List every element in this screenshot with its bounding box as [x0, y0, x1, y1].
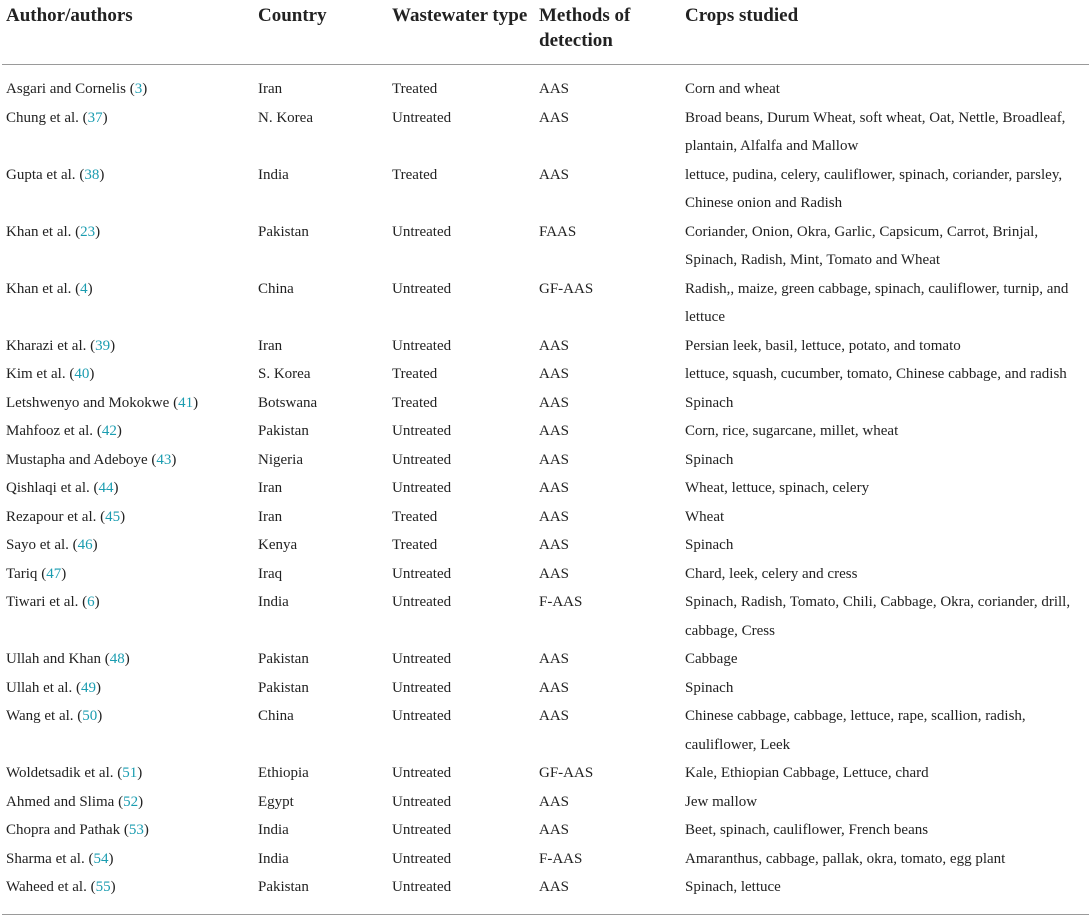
- country-cell: Iran: [258, 81, 283, 97]
- author-cell: Asgari and Cornelis (3): [6, 81, 148, 97]
- method-cell: AAS: [539, 366, 570, 382]
- method-cell: AAS: [539, 337, 570, 354]
- author-cell: Khan et al. (23): [6, 223, 101, 240]
- table-row: [2, 389, 1089, 418]
- reference-link[interactable]: 51: [122, 765, 138, 781]
- author-cell: Wang et al. (50): [6, 708, 103, 724]
- crops-cell: Spinach: [685, 394, 734, 411]
- reference-link[interactable]: 52: [123, 793, 139, 810]
- method-cell: AAS: [539, 651, 570, 667]
- table-row: [2, 873, 1089, 914]
- country-cell: Kenya: [258, 537, 298, 553]
- crops-cell: Spinach, Radish, Tomato, Chili, Cabbage, Okra, coriander, drill, cabbage, Cress: [685, 594, 1071, 639]
- wastewater-type-cell: Treated: [392, 81, 438, 97]
- crops-cell: Spinach: [685, 451, 734, 468]
- country-cell: Pakistan: [258, 423, 309, 439]
- crops-cell: Chard, leek, celery and cress: [685, 565, 858, 582]
- author-cell: Sharma et al. (54): [6, 850, 114, 867]
- author-cell: Rezapour et al. (45): [6, 508, 126, 525]
- wastewater-type-cell: Untreated: [392, 765, 452, 781]
- table-header: [2, 0, 1089, 65]
- country-cell: India: [258, 850, 289, 867]
- author-name: Sharma et al.: [6, 850, 85, 867]
- country-cell: Nigeria: [258, 451, 303, 468]
- method-cell: AAS: [539, 793, 570, 810]
- reference-link[interactable]: 6: [87, 594, 95, 610]
- country-cell: China: [258, 280, 294, 297]
- reference-link[interactable]: 47: [46, 565, 62, 582]
- method-cell: AAS: [539, 109, 570, 126]
- wastewater-type-cell: Untreated: [392, 679, 452, 696]
- table-row: [2, 275, 1089, 332]
- crops-cell: Wheat: [685, 508, 725, 525]
- table-row: [2, 531, 1089, 560]
- reference-link[interactable]: 44: [98, 480, 114, 496]
- crops-cell: Cabbage: [685, 651, 738, 667]
- country-cell: Egypt: [258, 793, 294, 810]
- method-cell: AAS: [539, 423, 570, 439]
- author-cell: Mustapha and Adeboye (43): [6, 451, 177, 468]
- author-name: Chopra and Pathak: [6, 822, 121, 838]
- reference-link[interactable]: 42: [101, 423, 117, 439]
- crops-cell: Kale, Ethiopian Cabbage, Lettuce, chard: [685, 765, 929, 781]
- country-cell: Pakistan: [254, 873, 388, 914]
- country-cell: India: [258, 594, 289, 610]
- header-methods-of-detection: Methods of detection: [535, 0, 681, 65]
- author-name: Ahmed and Slima: [6, 793, 115, 810]
- country-cell: Iran: [258, 337, 283, 354]
- studies-table: [2, 0, 1089, 915]
- author-name: Khan et al.: [6, 280, 72, 297]
- author-name: Letshwenyo and Mokokwe: [6, 394, 170, 411]
- method-cell: AAS: [539, 679, 570, 696]
- method-cell: AAS: [539, 537, 570, 553]
- method-cell: AAS: [539, 822, 570, 838]
- wastewater-type-cell: Untreated: [392, 423, 452, 439]
- method-cell: GF-AAS: [539, 280, 594, 297]
- author-cell: Khan et al. (4): [6, 280, 93, 297]
- table-row: [2, 674, 1089, 703]
- wastewater-type-cell: Treated: [392, 166, 438, 183]
- author-name: Rezapour et al.: [6, 508, 97, 525]
- author-cell: Tariq (47): [6, 565, 67, 582]
- author-cell: Waheed et al. (55): [2, 873, 254, 914]
- author-cell: Mahfooz et al. (42): [6, 423, 122, 439]
- header-wastewater-type: Wastewater type: [388, 0, 535, 65]
- method-cell: GF-AAS: [539, 765, 594, 781]
- country-cell: China: [258, 708, 294, 724]
- crops-cell: Broad beans, Durum Wheat, soft wheat, Oat, Nettle, Broadleaf, plantain, Alfalfa and Mallow: [685, 109, 1066, 154]
- table-row: [2, 702, 1089, 759]
- method-cell: F-AAS: [539, 850, 583, 867]
- author-cell: Ahmed and Slima (52): [6, 793, 144, 810]
- reference-link[interactable]: 38: [84, 166, 100, 183]
- header-country: Country: [254, 0, 388, 65]
- reference-link[interactable]: 39: [95, 337, 111, 354]
- crops-cell: Spinach: [685, 679, 734, 696]
- table-row: [2, 474, 1089, 503]
- reference-link[interactable]: 54: [93, 850, 109, 867]
- author-cell: Gupta et al. (38): [6, 166, 105, 183]
- crops-cell: Corn and wheat: [685, 81, 780, 97]
- wastewater-type-cell: Untreated: [392, 280, 452, 297]
- wastewater-type-cell: Treated: [392, 508, 438, 525]
- reference-link[interactable]: 53: [128, 822, 144, 838]
- author-name: Wang et al.: [6, 708, 74, 724]
- method-cell: AAS: [539, 565, 570, 582]
- wastewater-type-cell: Untreated: [392, 480, 452, 496]
- method-cell: AAS: [539, 451, 570, 468]
- author-cell: Ullah and Khan (48): [6, 651, 130, 667]
- wastewater-type-cell: Untreated: [392, 793, 452, 810]
- country-cell: N. Korea: [258, 109, 313, 126]
- crops-cell: Chinese cabbage, cabbage, lettuce, rape, scallion, radish, cauliflower, Leek: [685, 708, 1026, 753]
- table-row: [2, 417, 1089, 446]
- wastewater-type-cell: Treated: [392, 394, 438, 411]
- reference-link[interactable]: 3: [134, 81, 143, 97]
- author-cell: Letshwenyo and Mokokwe (41): [6, 394, 199, 411]
- table-body: [2, 65, 1089, 915]
- table-row: [2, 503, 1089, 532]
- crops-cell: Beet, spinach, cauliflower, French beans: [685, 822, 929, 838]
- table-row: [2, 845, 1089, 874]
- method-cell: AAS: [539, 480, 570, 496]
- author-cell: Chopra and Pathak (53): [6, 822, 149, 838]
- reference-link[interactable]: 4: [80, 280, 88, 297]
- country-cell: Iran: [258, 480, 283, 496]
- crops-cell: lettuce, squash, cucumber, tomato, Chinese cabbage, and radish: [685, 366, 1067, 382]
- wastewater-type-cell: Untreated: [392, 451, 452, 468]
- author-cell: Woldetsadik et al. (51): [6, 765, 143, 781]
- table-row: [2, 332, 1089, 361]
- method-cell: FAAS: [539, 223, 577, 240]
- crops-cell: Radish,, maize, green cabbage, spinach, cauliflower, turnip, and lettuce: [685, 280, 1069, 325]
- crops-cell: Jew mallow: [685, 793, 758, 810]
- method-cell: AAS: [535, 873, 681, 914]
- author-cell: Tiwari et al. (6): [6, 594, 100, 610]
- table-row: [2, 104, 1089, 161]
- table-row: [2, 816, 1089, 845]
- header-crops-studied: Crops studied: [681, 0, 1089, 65]
- table-row: [2, 560, 1089, 589]
- reference-link[interactable]: 48: [109, 651, 125, 667]
- method-cell: F-AAS: [539, 594, 583, 610]
- wastewater-type-cell: Treated: [392, 366, 438, 382]
- reference-link[interactable]: 40: [74, 366, 90, 382]
- wastewater-type-cell: Untreated: [392, 109, 452, 126]
- reference-link[interactable]: 23: [80, 223, 96, 240]
- author-name: Kim et al.: [6, 366, 66, 382]
- author-name: Khan et al.: [6, 223, 72, 240]
- country-cell: India: [258, 822, 289, 838]
- method-cell: AAS: [539, 394, 570, 411]
- country-cell: Pakistan: [258, 223, 309, 240]
- wastewater-type-cell: Untreated: [392, 223, 452, 240]
- author-name: Chung et al.: [6, 109, 79, 126]
- table-row: [2, 446, 1089, 475]
- crops-cell: Corn, rice, sugarcane, millet, wheat: [685, 423, 899, 439]
- author-name: Tiwari et al.: [6, 594, 79, 610]
- wastewater-type-cell: Untreated: [392, 565, 452, 582]
- author-cell: Qishlaqi et al. (44): [6, 480, 119, 496]
- table-row: [2, 218, 1089, 275]
- reference-link[interactable]: 45: [105, 508, 121, 525]
- author-name: Tariq: [6, 565, 38, 582]
- author-name: Gupta et al.: [6, 166, 76, 183]
- author-name: Ullah and Khan: [6, 651, 101, 667]
- reference-link[interactable]: 41: [178, 394, 194, 411]
- author-name: Sayo et al.: [6, 537, 69, 553]
- reference-link[interactable]: 37: [87, 109, 103, 126]
- crops-cell: Persian leek, basil, lettuce, potato, and tomato: [685, 337, 961, 354]
- country-cell: Iran: [258, 508, 283, 525]
- country-cell: Iraq: [258, 565, 283, 582]
- method-cell: AAS: [539, 81, 570, 97]
- country-cell: Ethiopia: [258, 765, 309, 781]
- author-name: Mustapha and Adeboye: [6, 451, 148, 468]
- wastewater-type-cell: Untreated: [392, 594, 452, 610]
- country-cell: Botswana: [258, 394, 318, 411]
- country-cell: Pakistan: [258, 651, 309, 667]
- crops-cell: Wheat, lettuce, spinach, celery: [685, 480, 870, 496]
- wastewater-type-cell: Untreated: [392, 337, 452, 354]
- method-cell: AAS: [539, 508, 570, 525]
- crops-cell: Amaranthus, cabbage, pallak, okra, tomato, egg plant: [685, 850, 1006, 867]
- author-cell: Sayo et al. (46): [6, 537, 98, 553]
- reference-link[interactable]: 50: [82, 708, 98, 724]
- author-cell: Chung et al. (37): [6, 109, 108, 126]
- author-name: Woldetsadik et al.: [6, 765, 114, 781]
- crops-cell: lettuce, pudina, celery, cauliflower, spinach, coriander, parsley, Chinese onion and Radish: [685, 166, 1063, 211]
- country-cell: Pakistan: [258, 679, 309, 696]
- author-name: Waheed et al.: [6, 879, 87, 895]
- wastewater-type-cell: Treated: [392, 537, 438, 553]
- author-cell: Kim et al. (40): [6, 366, 95, 382]
- reference-link[interactable]: 43: [156, 451, 172, 468]
- author-name: Mahfooz et al.: [6, 423, 94, 439]
- author-name: Qishlaqi et al.: [6, 480, 90, 496]
- reference-link[interactable]: 46: [77, 537, 93, 553]
- table-row: [2, 588, 1089, 645]
- method-cell: AAS: [539, 708, 570, 724]
- author-cell: Kharazi et al. (39): [6, 337, 116, 354]
- wastewater-type-cell: Untreated: [388, 873, 535, 914]
- table-row: [2, 161, 1089, 218]
- reference-link[interactable]: 49: [80, 679, 96, 696]
- header-author: Author/authors: [2, 0, 254, 65]
- wastewater-type-cell: Untreated: [392, 850, 452, 867]
- table-row: [2, 645, 1089, 674]
- table-row: [2, 788, 1089, 817]
- wastewater-type-cell: Untreated: [392, 822, 452, 838]
- method-cell: AAS: [539, 166, 570, 183]
- author-name: Ullah et al.: [6, 679, 73, 696]
- table-row: [2, 65, 1089, 104]
- crops-cell: Spinach, lettuce: [681, 873, 1089, 914]
- author-cell: Ullah et al. (49): [6, 679, 101, 696]
- crops-cell: Coriander, Onion, Okra, Garlic, Capsicum, Carrot, Brinjal, Spinach, Radish, Mint, Tomato and Wheat: [685, 223, 1039, 268]
- country-cell: India: [258, 166, 289, 183]
- wastewater-type-cell: Untreated: [392, 708, 452, 724]
- wastewater-type-cell: Untreated: [392, 651, 452, 667]
- author-name: Asgari and Cornelis: [6, 81, 126, 97]
- table-row: [2, 360, 1089, 389]
- header-row: [2, 0, 1089, 65]
- crops-cell: Spinach: [685, 537, 734, 553]
- author-name: Kharazi et al.: [6, 337, 87, 354]
- country-cell: S. Korea: [258, 366, 311, 382]
- reference-link[interactable]: 55: [95, 879, 111, 895]
- table-row: [2, 759, 1089, 788]
